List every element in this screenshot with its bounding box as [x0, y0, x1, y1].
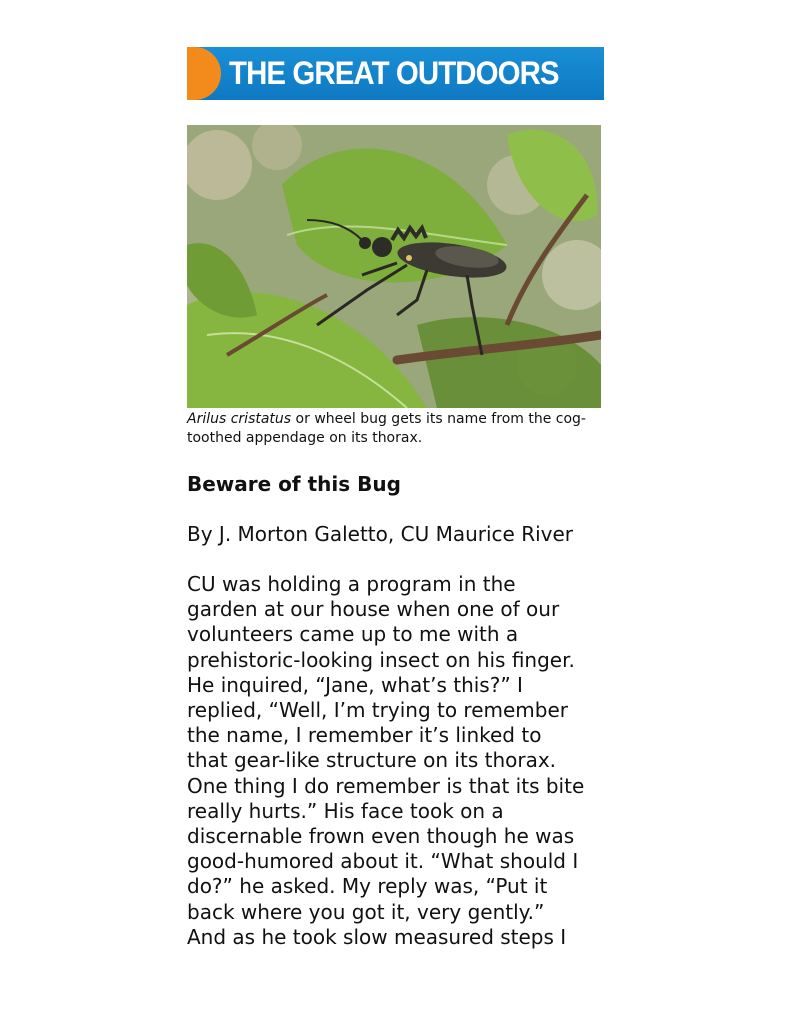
article-line: volunteers came up to me with a — [187, 622, 519, 647]
caption-text: or wheel bug gets its name from the cog-toothed appendage on its thorax. — [187, 411, 586, 446]
wheel-bug-photo — [187, 125, 601, 408]
article-headline: Beware of this Bug — [187, 472, 401, 496]
article-line: prehistoric-looking insect on his finger. — [187, 647, 575, 672]
article-line: One thing I do remember is that its bite — [187, 773, 585, 798]
article-body — [187, 572, 617, 950]
article-line: good-humored about it. “What should I — [187, 849, 579, 874]
photo-illustration — [187, 125, 601, 408]
article-line: He inquired, “Jane, what’s this?” I — [187, 672, 523, 697]
photo-caption — [187, 410, 607, 448]
article-line: really hurts.” His face took on a — [187, 798, 504, 823]
banner-title: THE GREAT OUTDOORS — [229, 55, 559, 91]
article-line: CU was holding a program in the — [187, 572, 516, 596]
article-line: do?” he asked. My reply was, “Put it — [187, 874, 548, 899]
article-line: And as he took slow measured steps I — [187, 924, 567, 949]
article-line: the name, I remember it’s linked to — [187, 723, 542, 748]
section-banner — [187, 47, 604, 100]
article-byline: By J. Morton Galetto, CU Maurice River — [187, 522, 574, 546]
caption-species: Arilus cristatus — [187, 411, 292, 427]
article-line: discernable frown even though he was — [187, 824, 575, 849]
banner-accent — [187, 47, 221, 100]
article-line: replied, “Well, I’m trying to remember — [187, 698, 569, 723]
article-line: that gear-like structure on its thorax. — [187, 748, 557, 773]
article-line: garden at our house when one of our — [187, 597, 560, 622]
article-line: back where you got it, very gently.” — [187, 899, 545, 924]
